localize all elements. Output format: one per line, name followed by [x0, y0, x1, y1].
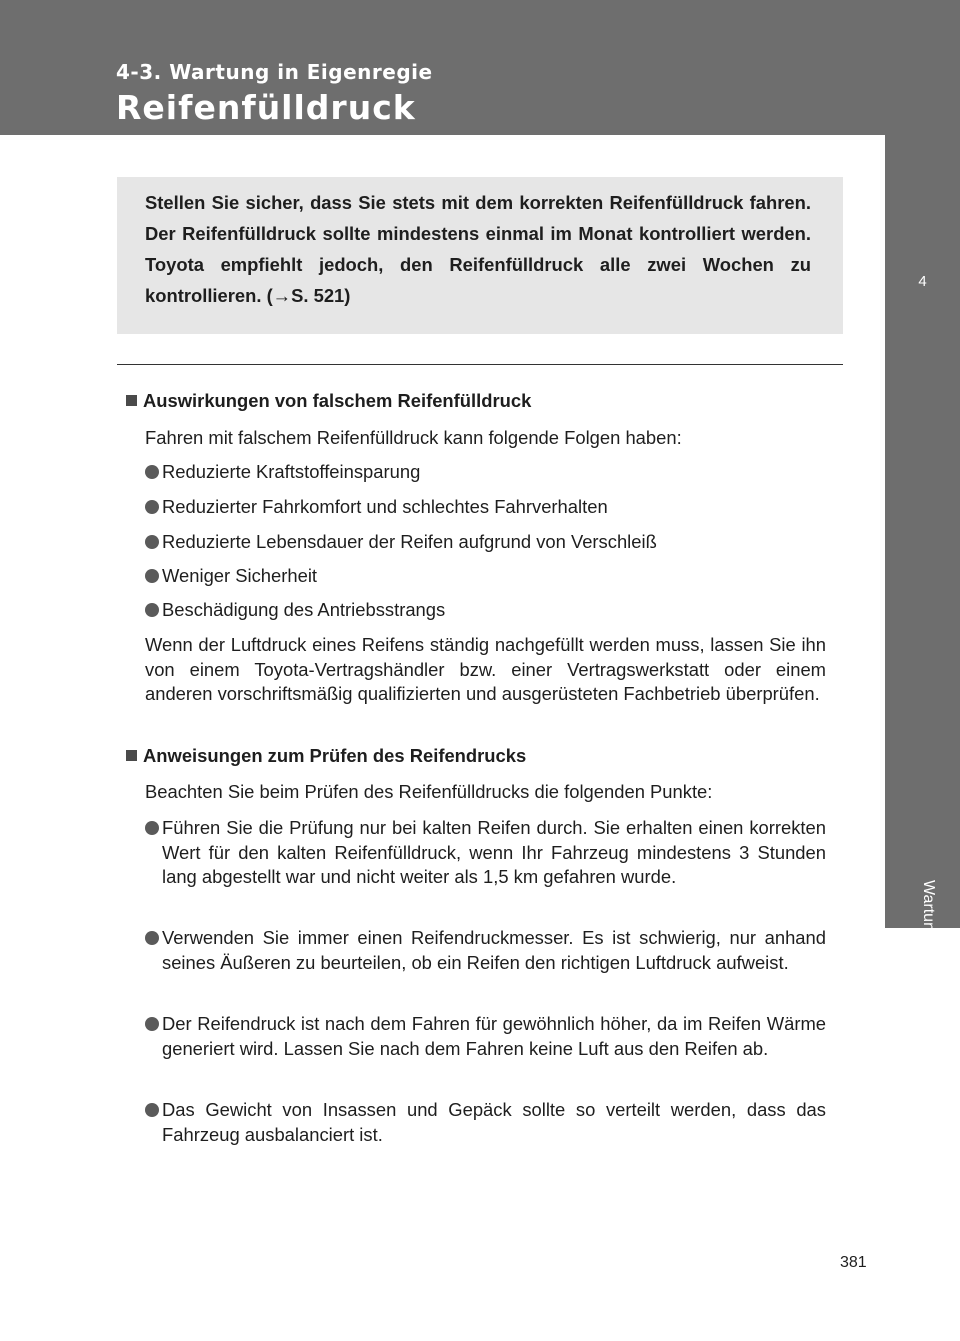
- bullet-dot-icon: [145, 603, 159, 617]
- list-item: Das Gewicht von Insassen und Gepäck sollte so verteilt werden, dass das Fahrzeug ausbalanciert ist.: [145, 1098, 826, 1147]
- bullet-dot-icon: [145, 465, 159, 479]
- list-item: Reduzierter Fahrkomfort und schlechtes Fahrverhalten: [145, 495, 826, 520]
- section-heading: Anweisungen zum Prüfen des Reifendrucks: [126, 745, 526, 767]
- bullet-dot-icon: [145, 500, 159, 514]
- bullet-dot-icon: [145, 1017, 159, 1031]
- list-item: Führen Sie die Prüfung nur bei kalten Reifen durch. Sie erhalten einen korrekten Wert für den kalten Reifenfülldruck, wenn Ihr Fahrzeug mindestens 3 Stunden lang abgestellt war und nicht weiter als 1,5 km gefahren wurde.: [145, 816, 826, 890]
- intro-text: Stellen Sie sicher, dass Sie stets mit dem korrekten Reifenfülldruck fahren. Der Reifenfülldruck sollte mindestens einmal im Monat kontrolliert werden. Toyota empfiehlt jedoch, den Reifenfülldruck alle zwei Wochen zu kontrollieren. (→S. 521): [145, 192, 811, 306]
- list-item: Beschädigung des Antriebsstrangs: [145, 598, 826, 623]
- list-item: Reduzierte Kraftstoffeinsparung: [145, 460, 826, 485]
- list-item: Der Reifendruck ist nach dem Fahren für gewöhnlich höher, da im Reifen Wärme generiert wird. Lassen Sie nach dem Fahren keine Luft aus den Reifen ab.: [145, 1012, 826, 1061]
- section-heading: Auswirkungen von falschem Reifenfülldruck: [126, 390, 531, 412]
- section-lead: Beachten Sie beim Prüfen des Reifenfülldrucks die folgenden Punkte:: [145, 781, 713, 802]
- list-item: Verwenden Sie immer einen Reifendruckmesser. Es ist schwierig, nur anhand seines Äußeren zu beurteilen, ob ein Reifen den richtigen Luftdruck aufweist.: [145, 926, 826, 975]
- page-number: 381: [840, 1254, 867, 1271]
- bullet-dot-icon: [145, 821, 159, 835]
- bullet-dot-icon: [145, 1103, 159, 1117]
- square-bullet-icon: [126, 750, 137, 761]
- square-bullet-icon: [126, 395, 137, 406]
- header-band: [0, 0, 960, 135]
- bullet-dot-icon: [145, 931, 159, 945]
- bullet-dot-icon: [145, 535, 159, 549]
- list-item: Reduzierte Lebensdauer der Reifen aufgrund von Verschleiß: [145, 530, 826, 555]
- section-lead: Fahren mit falschem Reifenfülldruck kann folgende Folgen haben:: [145, 427, 682, 448]
- chapter-number: 4: [918, 273, 927, 290]
- page-title: Reifenfülldruck: [116, 88, 416, 127]
- list-item: Weniger Sicherheit: [145, 564, 826, 589]
- chapter-side-tab: [885, 135, 960, 1021]
- section-label: 4-3. Wartung in Eigenregie: [116, 60, 433, 84]
- bullet-dot-icon: [145, 569, 159, 583]
- section-closing: Wenn der Luftdruck eines Reifens ständig nachgefüllt werden muss, lassen Sie ihn von einem Toyota-Vertragshändler bzw. einer Vertragswerkstatt oder einem anderen vorschriftsmäßig qualifizierten und ausgerüsteten Fachbetrieb überprüfen.: [145, 634, 826, 704]
- intro-box: [117, 177, 843, 334]
- divider: [117, 364, 843, 365]
- chapter-label: Wartung und Pflege: [920, 880, 937, 1021]
